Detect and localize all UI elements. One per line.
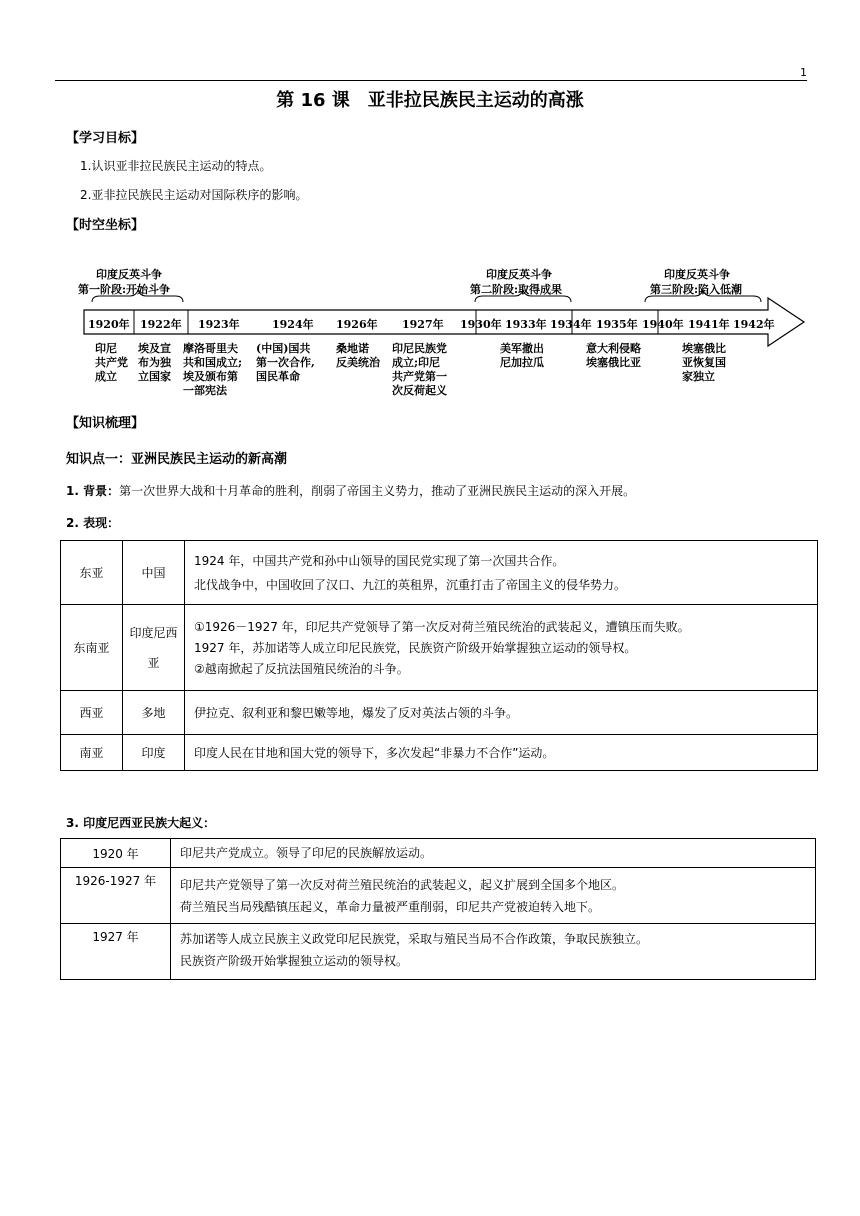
year-label: 1942年 [733, 318, 775, 331]
country-cell: 印度 [123, 735, 185, 771]
phase-1-line2: 第一阶段:开始斗争 [78, 283, 171, 296]
country-cell: 多地 [123, 691, 185, 735]
year-cell: 1927 年 [61, 924, 171, 980]
year-label: 1933年 [505, 318, 547, 331]
timeline-header: 【时空坐标】 [66, 218, 145, 233]
timeline [0, 0, 860, 420]
knowledge-header: 【知识梳理】 [66, 416, 145, 431]
content-cell: ①1926－1927 年，印尼共产党领导了第一次反对荷兰殖民统治的武装起义，遭镇压而失败。 1927 年，苏加诺等人成立印尼民族党，民族资产阶级开始掌握独立运动的领导权。 ②越南掀起了反抗法国殖民统治的斗争。 [185, 605, 818, 691]
bg-text: 第一次世界大战和十月革命的胜利，削弱了帝国主义势力，推动了亚洲民族民主运动的深入开展。 [119, 484, 636, 498]
event-0: 印尼 共产党 成立 [95, 342, 128, 383]
content-cell: 印尼共产党领导了第一次反对荷兰殖民统治的武装起义，起义扩展到全国多个地区。 荷兰殖民当局残酷镇压起义，革命力量被严重削弱，印尼共产党被迫转入地下。 [171, 868, 816, 924]
year-label: 1924年 [272, 318, 314, 331]
phase-2-line2: 第二阶段:取得成果 [470, 283, 563, 296]
year-label: 1941年 [688, 318, 730, 331]
kp3-label: 3. 印度尼西亚民族大起义： [66, 816, 216, 830]
year-label: 1927年 [402, 318, 444, 331]
event-8: 埃塞俄比 亚恢复国 家独立 [682, 342, 726, 383]
event-4: 桑地诺 反美统治 [336, 342, 380, 369]
year-label: 1930年 [460, 318, 502, 331]
goals-header: 【学习目标】 [66, 131, 145, 146]
goal-item: 2.亚非拉民族民主运动对国际秩序的影响。 [80, 188, 308, 202]
phase-1-line1: 印度反英斗争 [96, 268, 162, 281]
event-1: 埃及宣 布为独 立国家 [138, 342, 171, 383]
table-row [61, 839, 816, 868]
page-title: 第 16 课 亚非拉民族民主运动的高涨 [276, 90, 584, 111]
indonesia-uprising-table [60, 838, 816, 980]
event-2: 摩洛哥里夫 共和国成立; 埃及颁布第 一部宪法 [183, 342, 243, 397]
content-cell: 印尼共产党成立。领导了印尼的民族解放运动。 [171, 839, 816, 868]
event-7: 意大利侵略 埃塞俄比亚 [586, 342, 641, 369]
table-row [61, 924, 816, 980]
year-label: 1920年 [88, 318, 130, 331]
content-cell: 伊拉克、叙利亚和黎巴嫩等地，爆发了反对英法占领的斗争。 [185, 691, 818, 735]
year-cell: 1920 年 [61, 839, 171, 868]
content-cell: 印度人民在甘地和国大党的领导下，多次发起“非暴力不合作”运动。 [185, 735, 818, 771]
table-row [61, 605, 818, 691]
year-label: 1934年 [550, 318, 592, 331]
event-6: 美军撤出 尼加拉瓜 [500, 342, 544, 369]
year-label: 1922年 [140, 318, 182, 331]
year-label: 1926年 [336, 318, 378, 331]
event-3: (中国)国共 第一次合作, 国民革命 [256, 342, 315, 383]
kp1-perf-label: 2. 表现： [66, 516, 120, 530]
phase-3-line1: 印度反英斗争 [664, 268, 730, 281]
content-cell: 苏加诺等人成立民族主义政党印尼民族党，采取与殖民当局不合作政策，争取民族独立。 民族资产阶级开始掌握独立运动的领导权。 [171, 924, 816, 980]
asia-movements-table [60, 540, 818, 771]
kp1-title: 知识点一：亚洲民族民主运动的新高潮 [66, 452, 288, 467]
table-row [61, 691, 818, 735]
country-cell: 中国 [123, 541, 185, 605]
phase-2-line1: 印度反英斗争 [486, 268, 552, 281]
country-cell: 印度尼西亚 [123, 605, 185, 691]
event-5: 印尼民族党 成立;印尼 共产党第一 次反荷起义 [392, 342, 447, 397]
goal-item: 1.认识亚非拉民族民主运动的特点。 [80, 159, 272, 173]
year-label: 1935年 [596, 318, 638, 331]
region-cell: 西亚 [61, 691, 123, 735]
table-row [61, 541, 818, 605]
region-cell: 东南亚 [61, 605, 123, 691]
bg-label: 1. 背景： [66, 484, 120, 498]
region-cell: 东亚 [61, 541, 123, 605]
table-row [61, 735, 818, 771]
page-number: 1 [800, 66, 807, 79]
content-cell: 1924 年，中国共产党和孙中山领导的国民党实现了第一次国共合作。 北伐战争中，中国收回了汉口、九江的英租界，沉重打击了帝国主义的侵华势力。 [185, 541, 818, 605]
year-label: 1923年 [198, 318, 240, 331]
year-label: 1940年 [642, 318, 684, 331]
year-cell: 1926-1927 年 [61, 868, 171, 924]
region-cell: 南亚 [61, 735, 123, 771]
phase-3-line2: 第三阶段:陷入低潮 [650, 283, 743, 296]
kp1-background [66, 482, 635, 499]
table-row [61, 868, 816, 924]
